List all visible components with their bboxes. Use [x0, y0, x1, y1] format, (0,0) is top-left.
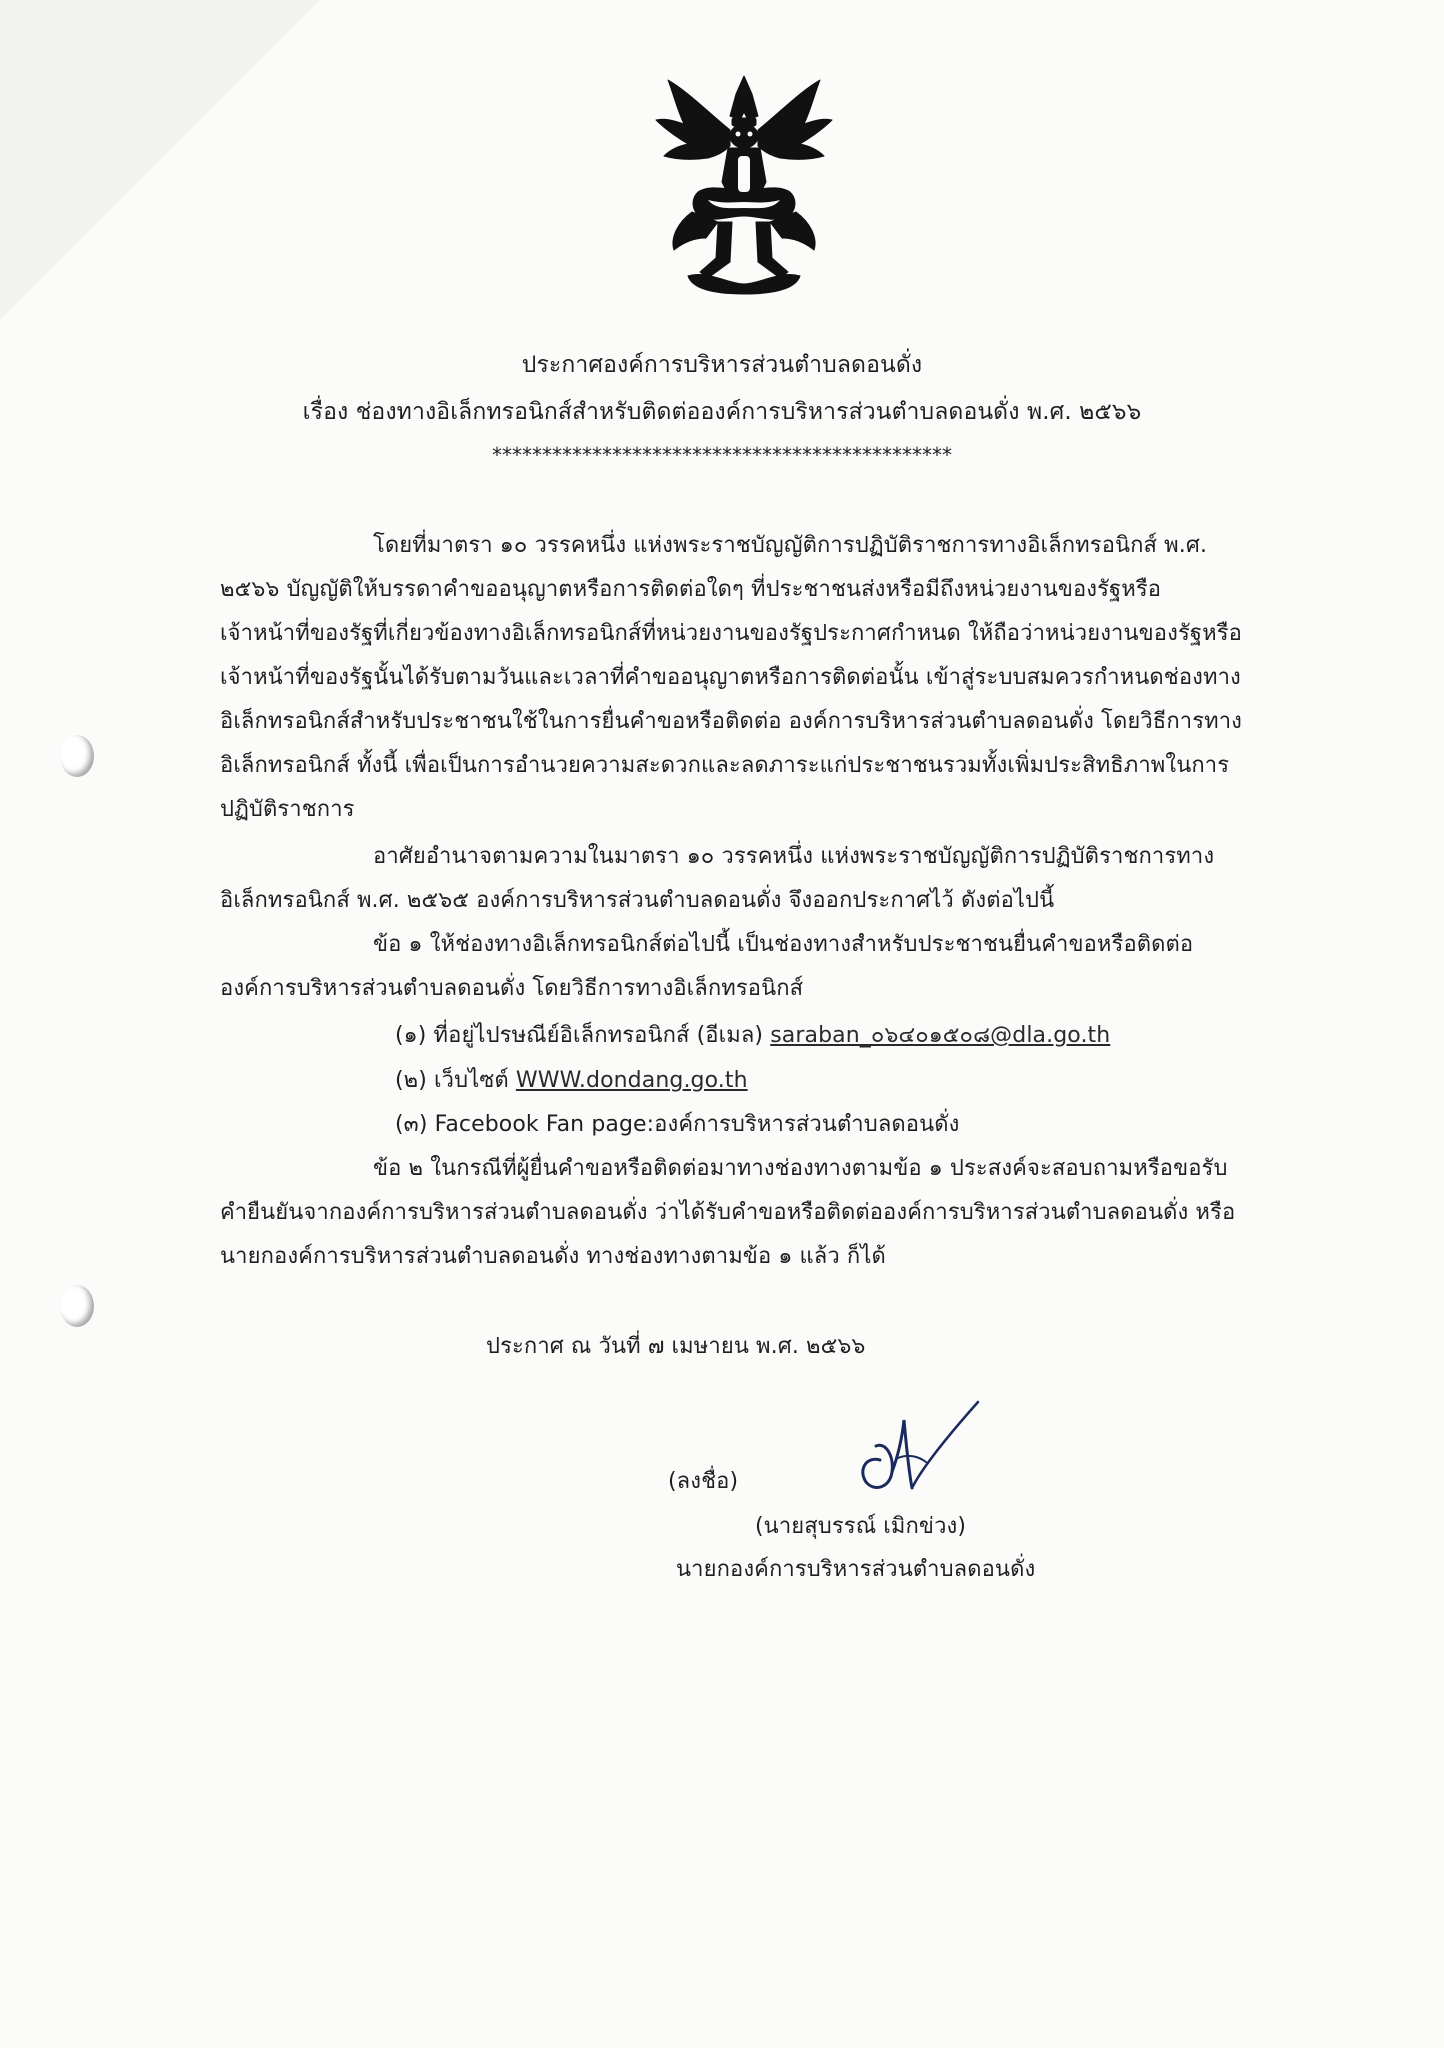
sign-label: (ลงชื่อ)	[668, 1469, 739, 1494]
announcement-title: ประกาศองค์การบริหารส่วนตำบลดอนดั่ง	[521, 352, 923, 378]
paragraph-1-line-5: อิเล็กทรอนิกส์สำหรับประชาชนใช้ในการยื่นคำขอหรือติดต่อ องค์การบริหารส่วนตำบลดอนดั่ง โดยวิธีการทาง	[220, 709, 1243, 734]
handwritten-signature	[836, 1398, 1006, 1508]
paragraph-1-line-3: เจ้าหน้าที่ของรัฐที่เกี่ยวข้องทางอิเล็กทรอนิกส์ที่หน่วยงานของรัฐประกาศกำหนด ให้ถือว่าหน่วยงานของรัฐหรือ	[220, 621, 1242, 646]
item-2-line-2: คำยืนยันจากองค์การบริหารส่วนตำบลดอนดั่ง ว่าได้รับคำขอหรือติดต่อองค์การบริหารส่วนตำบลดอนดั่ง หรือ	[220, 1200, 1236, 1225]
garuda-emblem-icon	[648, 72, 840, 302]
paragraph-1-line-4: เจ้าหน้าที่ของรัฐนั้นได้รับตามวันและเวลาที่คำขออนุญาตหรือการติดต่อนั้น เข้าสู่ระบบสมควรกำหนดช่องทาง	[220, 665, 1241, 690]
channel-facebook: (๓) Facebook Fan page:องค์การบริหารส่วนตำบลดอนดั่ง	[395, 1112, 960, 1137]
announcement-subject: เรื่อง ช่องทางอิเล็กทรอนิกส์สำหรับติดต่อองค์การบริหารส่วนตำบลดอนดั่ง พ.ศ. ๒๕๖๖	[302, 399, 1142, 425]
punch-hole-bottom	[60, 1285, 94, 1327]
page-corner-fold	[0, 0, 320, 320]
item-2-line-3: นายกองค์การบริหารส่วนตำบลดอนดั่ง ทางช่องทางตามข้อ ๑ แล้ว ก็ได้	[220, 1244, 886, 1269]
item-2-line-1: ข้อ ๒ ในกรณีที่ผู้ยื่นคำขอหรือติดต่อมาทางช่องทางตามข้อ ๑ ประสงค์จะสอบถามหรือขอรับ	[373, 1156, 1228, 1181]
paragraph-2-line-1: อาศัยอำนาจตามความในมาตรา ๑๐ วรรคหนึ่ง แห่งพระราชบัญญัติการปฏิบัติราชการทาง	[373, 844, 1215, 869]
channel-email-label: (๑) ที่อยู่ไปรษณีย์อิเล็กทรอนิกส์ (อีเมล)	[395, 1023, 771, 1048]
website-link[interactable]: WWW.dondang.go.th	[515, 1068, 748, 1093]
channel-website	[395, 1066, 748, 1096]
signer-name: (นายสุบรรณ์ เมิกข่วง)	[755, 1514, 967, 1539]
channel-website-label: (๒) เว็บไซต์	[395, 1068, 516, 1093]
paragraph-1-line-7: ปฏิบัติราชการ	[220, 797, 355, 822]
paragraph-1-line-6: อิเล็กทรอนิกส์ ทั้งนี้ เพื่อเป็นการอำนวยความสะดวกและลดภาระแก่ประชาชนรวมทั้งเพิ่มประสิทธิภาพในการ	[220, 753, 1230, 778]
item-1-line-1: ข้อ ๑ ให้ช่องทางอิเล็กทรอนิกส์ต่อไปนี้ เป็นช่องทางสำหรับประชาชนยื่นคำขอหรือติดต่อ	[373, 932, 1194, 957]
signer-position: นายกองค์การบริหารส่วนตำบลดอนดั่ง	[676, 1557, 1036, 1582]
announcement-date: ประกาศ ณ วันที่ ๗ เมษายน พ.ศ. ๒๕๖๖	[486, 1334, 866, 1359]
paragraph-2-line-2: อิเล็กทรอนิกส์ พ.ศ. ๒๕๖๕ องค์การบริหารส่วนตำบลดอนดั่ง จึงออกประกาศไว้ ดังต่อไปนี้	[220, 888, 1055, 913]
title-separator: **********************************************	[492, 443, 952, 467]
item-1-line-2: องค์การบริหารส่วนตำบลดอนดั่ง โดยวิธีการทางอิเล็กทรอนิกส์	[220, 976, 804, 1001]
channel-email	[395, 1021, 1110, 1051]
paragraph-1-line-2: ๒๕๖๖ บัญญัติให้บรรดาคำขออนุญาตหรือการติดต่อใดๆ ที่ประชาชนส่งหรือมีถึงหน่วยงานของรัฐหรือ	[220, 577, 1162, 602]
punch-hole-top	[60, 735, 94, 777]
email-link[interactable]: saraban_๐๖๔๐๑๕๐๘@dla.go.th	[770, 1023, 1111, 1048]
paragraph-1-line-1: โดยที่มาตรา ๑๐ วรรคหนึ่ง แห่งพระราชบัญญัติการปฏิบัติราชการทางอิเล็กทรอนิกส์ พ.ศ.	[373, 533, 1208, 558]
